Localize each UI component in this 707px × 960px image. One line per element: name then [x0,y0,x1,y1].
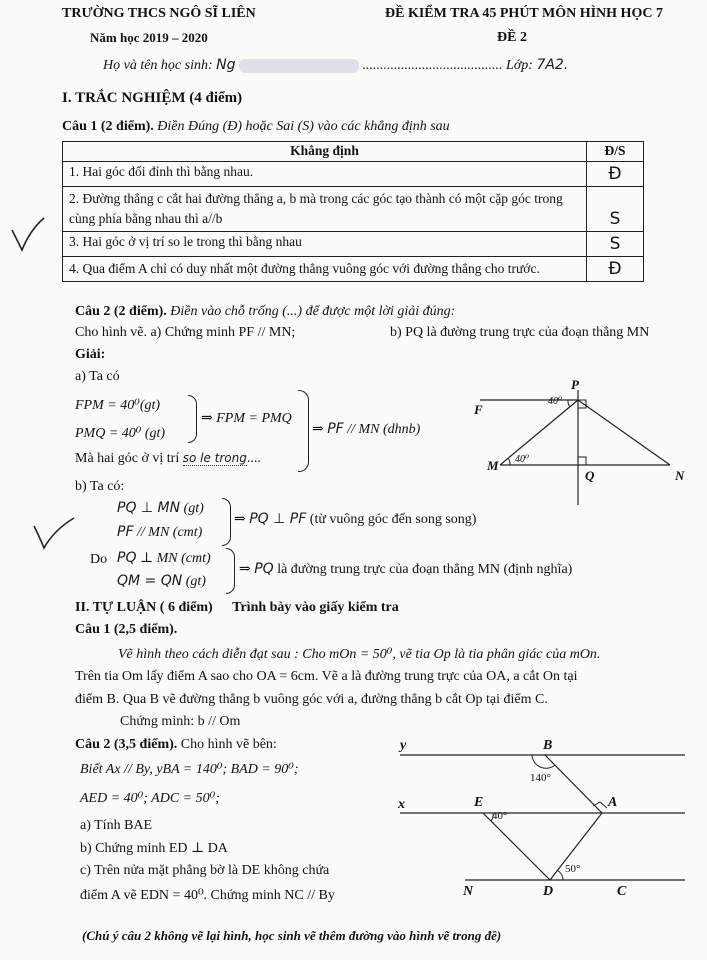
answer-cell: S [587,187,644,232]
part2-q1-text1 [118,646,600,663]
label-n: N [675,468,685,483]
brace [298,390,309,472]
part2-title: II. TỰ LUẬN ( 6 điểm) [75,600,213,615]
label-m: M [487,458,499,473]
check-mark-icon [8,216,48,256]
part2-q2-c2: điểm A vẽ EDN = 40⁰. Chứng minh NC // By [80,888,335,903]
part-a-intro: a) Ta có [75,369,120,384]
student-label: Họ và tên học sinh: [103,58,213,73]
table-row [63,187,644,232]
name-blur [239,59,359,73]
school-year: Năm học 2019 – 2020 [90,30,208,45]
part-b-result: ⇒ PQ ⊥ PF (từ vuông góc đến song song) [234,511,477,527]
fill-answer: PF [327,421,344,437]
fill-answer: PQ [117,550,137,566]
table-row [63,232,644,257]
result-text: (từ vuông góc đến song song) [306,512,477,527]
footer-note: (Chú ý câu 2 không vẽ lại hình, học sinh vẽ thêm đường vào hình vẽ trong đề) [82,928,502,943]
q1-title: Câu 1 (2 điểm). [62,119,154,134]
answer-cell: S [587,232,644,257]
label-n2: N [463,884,474,899]
check-mark-icon [30,514,78,554]
label-angle-m: 40⁰ [515,454,530,465]
part2-q2-a: a) Tính BAE [80,818,153,833]
part-b-line1 [117,500,204,517]
q2-text: Điền vào chỗ trống (...) để được một lời giải đúng: [166,304,456,319]
q1-text: Điền Đúng (Đ) hoặc Sai (S) vào các khẳng định sau [153,119,450,134]
part2-subtitle: Trình bày vào giấy kiểm tra [232,600,399,615]
label-f: F [474,402,483,417]
label-50: 50° [565,863,581,875]
fill-answer: PQ ⊥ PF [249,511,307,527]
statement-cell: 1. Hai góc đối đỉnh thì bằng nhau. [63,162,587,187]
label-140: 140° [530,772,551,784]
class-value: 7A2. [536,57,569,73]
statement-cell: 4. Qua điểm A chỉ có duy nhất một đường thẳng vuông góc với đường thẳng cho trước. [63,257,587,282]
table-row [63,257,644,282]
exam-title: ĐỀ KIỂM TRA 45 PHÚT MÔN HÌNH HỌC 7 [385,6,663,21]
label-b: B [543,738,553,753]
part-c-line2 [117,573,206,590]
line3-text: Mà hai góc ở vị trí [75,451,180,466]
part2-q2-b: b) Chứng minh ED ⊥ DA [80,841,228,856]
part2-heading [75,600,399,616]
label-y: y [400,738,407,753]
fill-answer: PQ [254,561,274,577]
label-p: P [571,377,579,392]
brace [188,395,197,443]
q2-title: Câu 2 (2 điểm). [75,304,167,319]
part-c-result: ⇒ PQ là đường trung trực của đoạn thẳng MN (định nghĩa) [239,561,573,577]
line-pm [500,400,578,465]
fill-answer: so le trong [182,451,247,465]
line-text: ⊥ MN (cmt) [136,551,211,566]
line-ba [545,755,602,813]
part2-q2-given2: AED = 40⁰; ADC = 50⁰; [80,791,220,806]
part-a-line1: FPM = 40⁰(gt) [75,398,161,413]
q2-given-a: Cho hình vẽ. a) Chứng minh PF // MN; [75,325,296,340]
part2-q1-text2: Trên tia Om lấy điểm A sao cho OA = 6cm. Vẽ a là đường trung trực của OA, a cắt On tại [75,669,578,684]
class-label: Lớp: [506,58,533,73]
right-angle-mark [593,802,607,808]
name-dots: ........................................ [362,58,503,73]
part-b-intro: b) Ta có: [75,479,125,494]
brace [222,498,231,546]
line-text: // MN (cmt) [133,525,203,540]
label-a: A [608,795,618,810]
angle-arc [508,458,510,465]
answer-cell: Đ [587,162,644,187]
dots: .... [246,451,261,466]
part1-title: I. TRẮC NGHIỆM (4 điểm) [62,90,243,106]
part2-q1-title: Câu 1 (2,5 điểm). [75,622,178,637]
angle-arc [557,870,563,880]
student-name-row [103,57,568,74]
part2-q2-title: Câu 2 (3,5 điểm). [75,737,178,752]
table-row [63,162,644,187]
label-40: 40° [492,810,508,822]
label-c: C [617,884,627,899]
part2-q2-heading [75,737,277,753]
exam-code: ĐỀ 2 [497,30,527,45]
line-ed [483,813,550,880]
statement-cell: 2. Đường thẳng c cắt hai đường thẳng a, b mà trong các góc tạo thành có một cặp góc trong cùng phía bằng nhau thì a//b [63,187,587,232]
line-text: (gt) [182,574,206,589]
statement-table [62,141,644,282]
school-name: TRƯỜNG THCS NGÔ SĨ LIÊN [62,6,256,21]
label-x: x [398,797,405,812]
statement-cell: 3. Hai góc ở vị trí so le trong thì bằng nhau [63,232,587,257]
fill-answer: QM = QN [117,573,183,589]
part2-q2-c1: c) Trên nửa mặt phẳng bờ là DE không chứa [80,863,330,878]
part2-q1-prove: Chứng minh: b // Om [120,714,241,729]
label-d: D [543,884,554,899]
part2-q2-text: Cho hình vẽ bên: [177,737,277,752]
q1-heading [62,119,450,135]
line-text: Vẽ hình theo cách diễn đạt sau : Cho mOn = 50⁰, vẽ tia Op là tia phân giác của mOn. [118,647,601,662]
table-header-statement: Khẳng định [63,142,587,162]
part-a-line3 [75,451,261,467]
part-b-line2 [117,524,202,541]
label-angle-p: 40⁰ [548,396,563,407]
part-c-line1 [117,550,211,567]
line-text: (gt) [180,501,204,516]
result-text: là đường trung trực của đoạn thẳng MN (định nghĩa) [273,562,573,577]
fill-answer: PF [117,524,134,540]
part2-q1-text3: điểm B. Qua B vẽ đường thẳng b vuông góc với a, đường thẳng b cắt Op tại điểm C. [75,692,548,707]
label-e: E [474,795,484,810]
part-c-do: Do [90,552,108,567]
q2-given-b: b) PQ là đường trung trực của đoạn thẳng MN [390,325,650,340]
part2-q2-given1: Biết Ax // By, yBA = 140⁰; BAD = 90⁰; [80,762,299,777]
brace [226,548,235,594]
angle-arc [568,400,570,407]
label-q: Q [585,468,595,483]
q2-heading [75,304,455,320]
fill-answer: PQ ⊥ MN [117,500,181,516]
table-header-answer: Đ/S [587,142,644,162]
result-text: // MN (dhnb) [343,422,421,437]
solve-label: Giải: [75,347,106,362]
line-pn [578,400,670,465]
figure-1-diagram [470,375,700,515]
part-a-result: ⇒ PF // MN (dhnb) [312,421,421,437]
figure-2-diagram [395,740,695,890]
answer-cell: Đ [587,257,644,282]
right-angle-mark [578,457,586,465]
part-a-line2: PMQ = 40⁰ (gt) [75,426,166,441]
table-header-row [63,142,644,162]
part-a-equality: ⇒ FPM = PMQ [201,411,292,426]
student-name-value: Ng [216,57,236,73]
